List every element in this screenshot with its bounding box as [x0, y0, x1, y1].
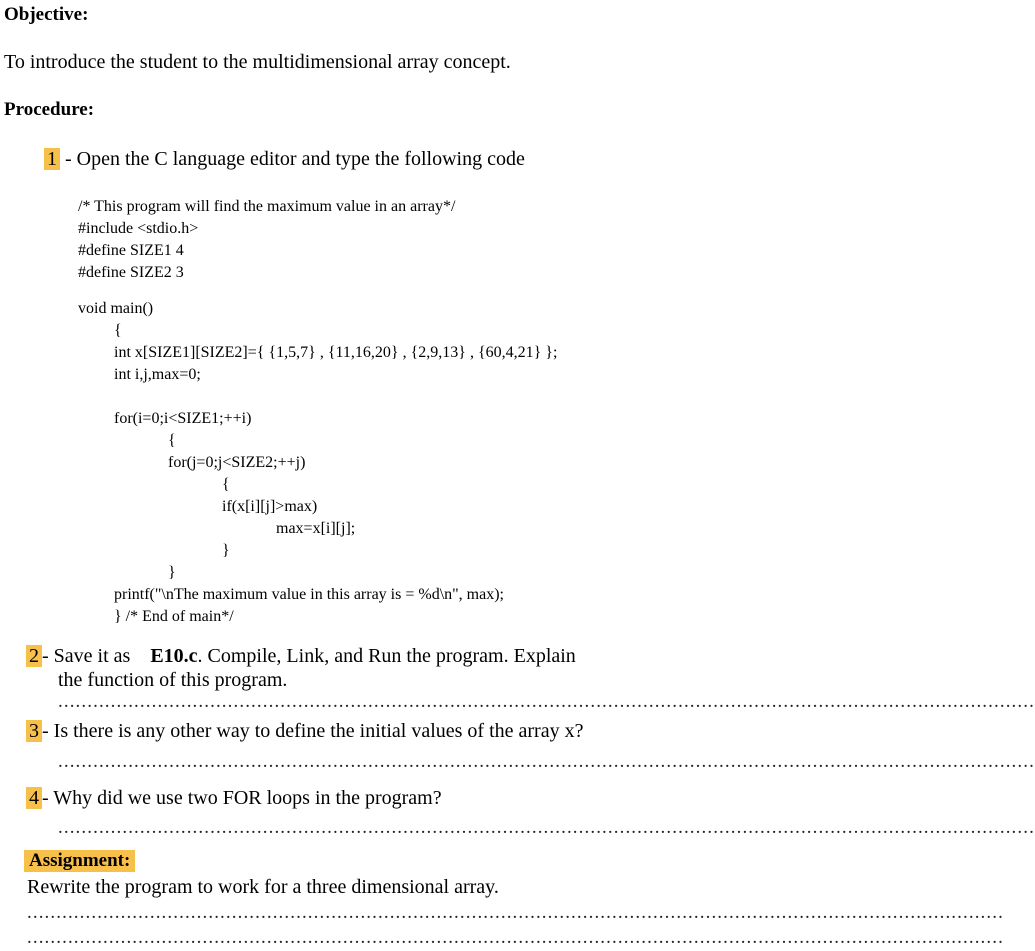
step-2-filename: E10.c	[150, 645, 198, 667]
step-3	[26, 720, 583, 743]
step-2-number: 2	[26, 645, 42, 667]
code-line-7: {	[114, 322, 122, 339]
code-line-8: int x[SIZE1][SIZE2]={ {1,5,7} , {11,16,20} , {2,9,13} , {60,4,21} };	[114, 344, 558, 361]
procedure-heading: Procedure:	[4, 99, 95, 120]
step-4	[26, 787, 442, 810]
code-line-6: void main()	[78, 300, 154, 317]
code-line-17: }	[222, 542, 230, 559]
answer-line-assignment-2: .......................................................................................................................................................................	[27, 927, 1004, 948]
code-line-2: #include <stdio.h>	[78, 220, 199, 237]
code-line-16: max=x[i][j];	[276, 520, 356, 537]
step-2-line-2: the function of this program.	[58, 669, 288, 691]
step-4-text: - Why did we use two FOR loops in the program?	[42, 787, 442, 809]
code-line-3: #define SIZE1 4	[78, 242, 184, 259]
answer-line-step-4: .......................................................................................................................................................................	[58, 817, 1035, 838]
step-1	[44, 148, 525, 171]
step-2-pre: - Save it as	[42, 645, 136, 667]
answer-line-assignment-1: .......................................................................................................................................................................	[27, 902, 1004, 923]
code-line-14: {	[222, 476, 230, 493]
answer-line-step-3: .......................................................................................................................................................................	[58, 751, 1035, 772]
code-line-11: for(i=0;i<SIZE1;++i)	[114, 410, 252, 427]
code-line-9: int i,j,max=0;	[114, 366, 201, 383]
code-line-18: }	[168, 564, 176, 581]
step-1-text: - Open the C language editor and type the following code	[60, 148, 525, 170]
objective-text: To introduce the student to the multidimensional array concept.	[4, 51, 511, 73]
step-4-number: 4	[26, 787, 42, 809]
step-2-post: . Compile, Link, and Run the program. Explain	[197, 645, 576, 667]
answer-line-step-2: .......................................................................................................................................................................	[58, 691, 1035, 712]
code-line-12: {	[168, 432, 176, 449]
step-2	[26, 645, 576, 668]
assignment-text: Rewrite the program to work for a three dimensional array.	[27, 876, 499, 898]
code-line-1: /* This program will find the maximum value in an array*/	[78, 198, 456, 215]
step-3-number: 3	[26, 720, 42, 742]
code-line-15: if(x[i][j]>max)	[222, 498, 318, 515]
objective-heading: Objective:	[4, 4, 89, 25]
code-line-4: #define SIZE2 3	[78, 264, 184, 281]
code-line-19: printf("\nThe maximum value in this array is = %d\n", max);	[114, 586, 504, 603]
code-line-13: for(j=0;j<SIZE2;++j)	[168, 454, 306, 471]
step-3-text: - Is there is any other way to define the initial values of the array x?	[42, 720, 584, 742]
step-1-number: 1	[44, 148, 60, 170]
code-line-20: } /* End of main*/	[114, 608, 234, 625]
assignment-heading: Assignment:	[24, 850, 135, 872]
